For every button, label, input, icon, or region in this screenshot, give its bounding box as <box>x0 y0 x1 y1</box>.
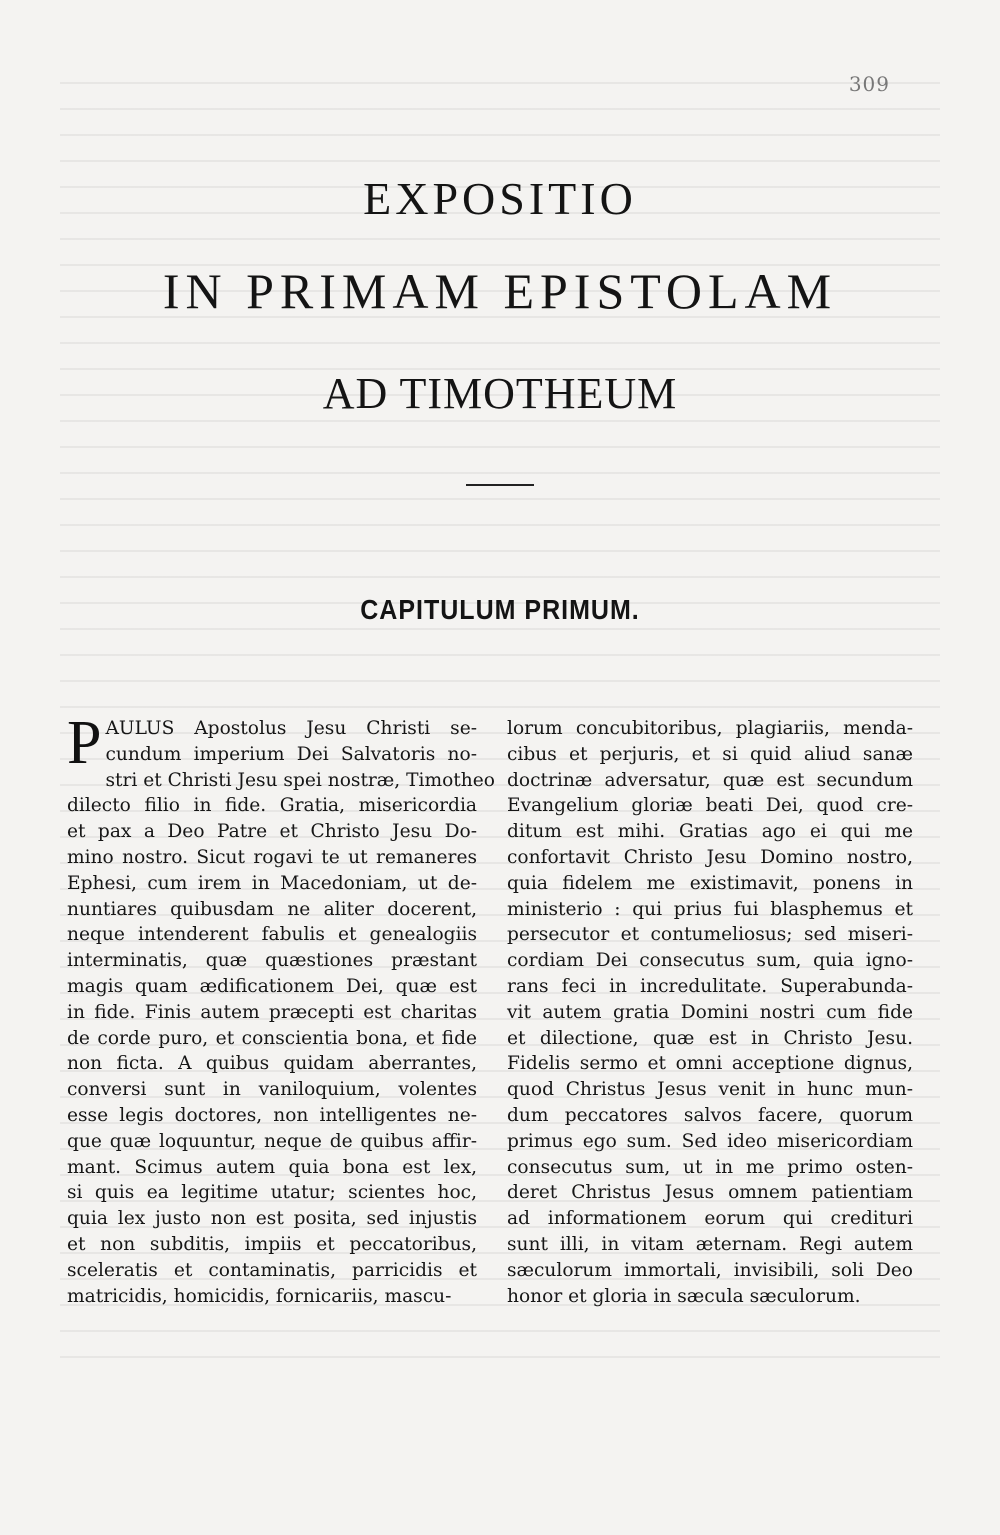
right-line: Fidelis sermo et omni acceptione dignus, <box>507 1053 913 1075</box>
right-line: cibus et perjuris, et si quid aliud sanæ <box>507 743 913 765</box>
right-line: rans feci in incredulitate. Superabunda- <box>507 975 913 997</box>
title-rule-divider <box>466 484 534 486</box>
right-line: honor et gloria in sæcula sæculorum. <box>507 1285 861 1307</box>
left-line: in fide. Finis autem præcepti est charitas <box>67 1001 477 1023</box>
left-line: interminatis, quæ quæstiones præstant <box>67 950 477 972</box>
right-line: doctrinæ adversatur, quæ est secundum <box>507 769 913 791</box>
left-line: de corde puro, et conscientia bona, et fide <box>67 1027 477 1049</box>
right-line: lorum concubitoribus, plagiariis, menda- <box>507 718 913 739</box>
right-line: persecutor et contumeliosus; sed miseri- <box>507 924 913 946</box>
left-line: que quæ loquuntur, neque de quibus affir- <box>67 1130 477 1152</box>
left-line: magis quam ædificationem Dei, quæ est <box>67 975 477 997</box>
left-line: stri et Christi Jesu spei nostræ, Timotheo <box>105 769 495 791</box>
left-line: nuntiares quibusdam ne aliter docerent, <box>67 898 477 920</box>
right-line: ministerio : qui prius fui blasphemus et <box>507 898 913 920</box>
right-line: confortavit Christo Jesu Domino nostro, <box>507 846 913 868</box>
title-timotheum: AD TIMOTHEUM <box>322 369 678 418</box>
chapter-heading: CAPITULUM PRIMUM. <box>360 594 640 626</box>
left-line: mant. Scimus autem quia bona est lex, <box>67 1156 477 1178</box>
left-line: dilecto filio in fide. Gratia, misericordia <box>67 795 477 817</box>
right-line: sunt illi, in vitam æternam. Regi autem <box>507 1233 913 1255</box>
left-line: cundum imperium Dei Salvatoris no- <box>105 743 477 765</box>
left-line: si quis ea legitime utatur; scientes hoc, <box>67 1182 477 1204</box>
right-line: cordiam Dei consecutus sum, quia igno- <box>507 950 913 972</box>
right-line: primus ego sum. Sed ideo misericordiam <box>507 1130 913 1152</box>
left-line: AULUS Apostolus Jesu Christi se- <box>105 718 477 739</box>
left-line: non ficta. A quibus quidam aberrantes, <box>67 1053 477 1075</box>
page-number: 309 <box>848 72 890 96</box>
left-line: Ephesi, cum irem in Macedoniam, ut de- <box>67 872 477 894</box>
left-line: et pax a Deo Patre et Christo Jesu Do- <box>67 821 477 843</box>
title-epistolam: IN PRIMAM EPISTOLAM <box>162 263 838 319</box>
right-line: vit autem gratia Domini nostri cum fide <box>507 1001 913 1023</box>
right-line: ad informationem eorum qui credituri <box>507 1208 913 1230</box>
left-line: matricidis, homicidis, fornicariis, mascu- <box>67 1285 452 1307</box>
right-line: Evangelium gloriæ beati Dei, quod cre- <box>507 795 913 817</box>
right-line: quod Christus Jesus venit in hunc mun- <box>507 1079 913 1101</box>
drop-cap: P <box>67 709 102 777</box>
right-text-column <box>507 716 913 1309</box>
left-line: quia lex justo non est posita, sed injustis <box>67 1208 477 1230</box>
left-line: sceleratis et contaminatis, parricidis et <box>67 1259 477 1281</box>
left-line: mino nostro. Sicut rogavi te ut remaneres <box>67 846 477 868</box>
right-line: sæculorum immortali, invisibili, soli Deo <box>507 1259 913 1281</box>
right-line: ditum est mihi. Gratias ago ei qui me <box>507 821 913 843</box>
right-line: et dilectione, quæ est in Christo Jesu. <box>507 1027 913 1049</box>
right-line: quia fidelem me existimavit, ponens in <box>507 872 913 894</box>
right-line: deret Christus Jesus omnem patientiam <box>507 1182 913 1204</box>
left-line: esse legis doctores, non intelligentes ne- <box>67 1104 477 1126</box>
right-line: dum peccatores salvos facere, quorum <box>507 1104 913 1126</box>
left-line: neque intenderent fabulis et genealogiis <box>67 924 477 946</box>
left-line: et non subditis, impiis et peccatoribus, <box>67 1233 477 1255</box>
title-expositio: EXPOSITIO <box>363 173 637 224</box>
right-line: consecutus sum, ut in me primo osten- <box>507 1156 913 1178</box>
left-line: conversi sunt in vaniloquium, volentes <box>67 1079 477 1101</box>
left-text-column <box>67 709 495 1309</box>
